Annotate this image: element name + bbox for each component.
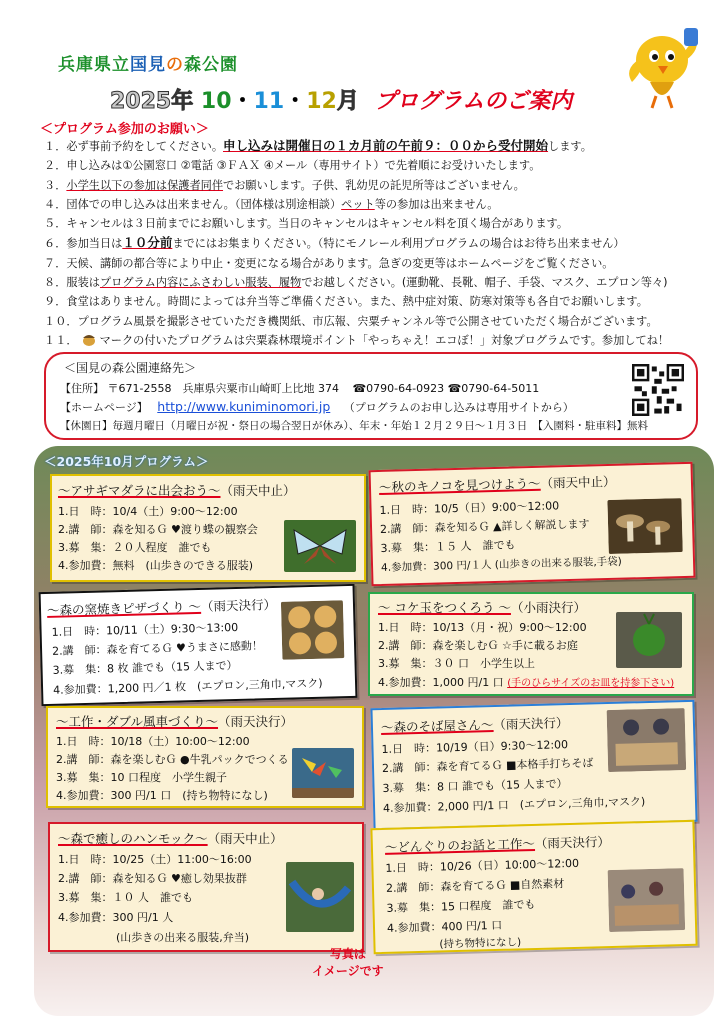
program-lecturer: 2.講 師：森を楽しむＧ ●牛乳パックでつくる [56,753,289,766]
park-name-kunimi: 国見 [130,55,166,75]
phone-number: ☎0790-64-0923 [352,382,445,395]
rule-emphasis: 申し込みは開催日の１カ月前の午前９：００から受付開始 [223,138,549,153]
rule-text: ２．申し込みは①公園窓口 ②電話 ③ＦＡＸ ④メール（専用サイト）で先着順にお受けいたします。 [44,159,541,173]
rule-item-3 [44,176,714,195]
program-date: 1.日 時：10/5（日）9:00～12:00 [379,499,560,517]
program-recruit: 3.募 集：２０人程度 誰でも [58,541,212,554]
rule-text: までにはお集まりください。（特にモノレール利用プログラムの場合はお待ち出来ません） [172,237,625,251]
title-month-suffix: 月 [336,89,359,114]
program-recruit: 3.募 集：10 口程度 小学生親子 [56,771,227,784]
moss-ball-photo [616,612,682,668]
program-title-row [379,472,616,496]
program-weather: （雨天中止） [220,483,296,498]
october-programs-heading: ＜2025年10月プログラム＞ [44,454,209,469]
homepage-label: 【ホームページ】 [60,401,148,414]
program-title-row [58,829,283,847]
program-recruit: 3.募 集：３０ 口 小学生以上 [378,657,535,670]
title-sep: ・ [231,89,254,114]
program-lecturer: 2.講 師：森を楽しむＧ ☆手に載るお庭 [378,639,578,652]
title-year: 2025年 [110,89,194,114]
program-date: 1.日 時：10/4（土）9:00～12:00 [58,505,238,518]
program-fee-note: (山歩きの出来る服装,弁当) [116,931,250,944]
soba-making-photo [607,708,687,772]
program-card-acorn[interactable] [370,820,697,954]
park-name-forest-park: 森公園 [184,55,238,75]
closed-days: 【休園日】毎週月曜日（月曜日が祝・祭日の場合翌日が休み）、年末・年始１２月２９日～１月３日 【入園料・駐車料】無料 [60,420,648,432]
acorn-craft-photo [608,868,686,932]
program-title-row [381,713,569,736]
acorn-eco-point-icon [81,332,97,346]
rule-item-4 [44,195,714,214]
program-recruit: 3.募 集：15 口程度 誰でも [386,897,536,915]
program-card-hammock[interactable] [48,822,364,952]
photo-note-line-1: 写真は [329,947,366,961]
program-weather: （雨天決行） [218,714,294,729]
program-lecturer: 2.講 師：森を育てるＧ ♥うまさに感動！ [51,639,264,658]
rule-item-10 [44,312,714,331]
program-fee: 4.参加費：300 円/1 口 (持ち物特になし) [56,789,268,802]
butterfly-photo [284,520,356,572]
homepage-note: （プログラムのお申し込みは専用サイトから） [343,401,574,414]
contact-address-row [60,380,539,396]
program-fee: 4.参加費：400 円/1 口 [386,918,503,935]
windmill-photo [292,748,354,798]
program-card-mushroom[interactable] [369,462,696,586]
program-date: 1.日 時：10/18（土）10:00～12:00 [56,735,250,748]
rule-emphasis: プログラム内容にふさわしい服装、履物 [99,276,302,290]
program-fee: 4.参加費：2,000 円/1 口 (エプロン,三角巾,マスク) [382,795,646,815]
rule-item-7 [44,254,714,273]
program-title-row [56,712,293,730]
rule-item-11 [44,331,714,350]
title-program-guide: プログラムのご案内 [374,89,573,114]
program-fee: 4.参加費：1,000 円/1 口 [378,676,504,689]
mushroom-photo [607,498,682,554]
contact-box [44,352,698,440]
title-month-10: 10 [200,89,232,114]
program-title: ～森で癒しのハンモック～ [58,831,208,846]
program-card-windmill[interactable] [46,706,364,808]
qr-code-icon[interactable] [632,364,684,416]
rule-text: ７．天候、講師の都合等により中止・変更になる場合があります。急ぎの変更等はホームページをご覧ください。 [44,256,614,270]
rule-emphasis: ペット [341,197,375,211]
rule-text: マークの付いたプログラムは宍粟森林環境ポイント「やっちゃえ！エコぼ！」対象プログラムです。参加してね！ [99,333,670,347]
contact-hp-row [60,399,574,415]
program-fee-note: (持ち物特になし) [439,936,522,951]
page-title [110,84,572,115]
address-label: 【住所】 [60,382,104,395]
rule-item-9 [44,292,714,311]
program-fee: 4.参加費：300 円/１人 (山歩きの出来る服装,手袋) [380,555,622,574]
rule-item-6 [44,233,714,253]
homepage-link[interactable]: http://www.kuniminomori.jp [157,399,331,414]
rule-text: 等の参加は出来ません。 [374,197,499,211]
photo-image-note [312,946,384,980]
rule-text: ４．団体での申し込みは出来ません。（団体様は別途相談） [44,197,342,211]
rule-emphasis: １０分前 [122,235,173,251]
program-recruit: 3.募 集：8 口 誰でも（15 人まで） [382,777,568,795]
rule-text: １０．プログラム風景を撮影させていただき機関紙、市広報、宍粟チャンネル等で公開させていただく場合がございます。 [44,314,658,328]
title-month-12: 12 [306,89,337,114]
rule-text: １１． [44,333,78,347]
rule-item-1 [44,136,714,156]
contact-heading: ＜国見の森公園連絡先＞ [64,361,197,375]
program-lecturer: 2.講 師：森を育てるＧ ■本格手打ちそば [381,756,594,775]
rule-text: でお願いします。子供、乳幼児の託児所等はございません。 [223,178,525,192]
rule-item-8 [44,273,714,292]
rule-text: ５．キャンセルは３日前までにお願いします。当日のキャンセルはキャンセル料を頂く場合があります。 [44,217,569,231]
park-name [58,50,238,75]
program-fee: 4.参加費：300 円/1 人 [58,911,174,924]
program-weather: （雨天決行） [493,715,569,733]
rules-heading: ＜プログラム参加のお願い＞ [40,122,209,137]
program-date: 1.日 時：10/11（土）9:30～13:00 [51,620,239,639]
program-lecturer: 2.講 師：森を知るＧ ♥癒し効果抜群 [58,872,247,885]
program-weather: （雨天決行） [200,596,277,614]
program-title: ～森のそば屋さん～ [380,717,494,735]
address: 〒671-2558 兵庫県宍粟市山崎町上比地 374 [107,382,339,395]
fax-number: ☎0790-64-5011 [447,382,540,395]
rule-text: します。 [548,140,592,153]
rule-text: ３． [44,178,67,192]
rule-text: でお越しください。(運動靴、長靴、帽子、手袋、マスク、エプロン等々) [301,276,668,290]
program-title-row [47,595,276,619]
program-weather: （雨天中止） [540,473,616,491]
rule-item-2 [44,156,714,175]
program-card-pizza[interactable] [39,584,358,706]
rule-text: ９．食堂はありません。時間によっては弁当等ご準備ください。また、熱中症対策、防寒対策等も各自でお願いします。 [44,295,648,309]
program-recruit: 3.募 集：１５ 人 誰でも [380,538,516,555]
program-lecturer: 2.講 師：森を知るＧ ♥渡り蝶の観察会 [58,523,258,536]
title-month-11: 11 [253,89,285,114]
program-date: 1.日 時：10/19（日）9:30～12:00 [381,738,569,756]
program-title: ～森の窯焼きピザづくり ～ [46,598,202,618]
program-weather: （雨天決行） [534,834,611,851]
program-weather: （小雨決行） [510,600,586,615]
program-recruit: 3.募 集：8 枚 誰でも（15 人まで） [52,658,238,677]
program-title: ～どんぐりのお話と工作～ [384,835,536,855]
program-title: ～ コケ玉をつくろう ～ [378,600,511,615]
program-card-asagimadara[interactable] [50,474,366,582]
program-fee: 4.参加費：無料 (山歩きのできる服装) [58,559,254,572]
rules-list [44,136,714,350]
program-fee: 4.参加費：1,200 円／1 枚 (エプロン,三角巾,マスク) [52,676,323,697]
park-name-no: の [166,55,184,75]
program-card-soba[interactable] [370,700,697,830]
program-title: ～工作・ダブル風車づくり～ [56,714,219,729]
program-recruit: 3.募 集：１０ 人 誰でも [58,891,193,904]
rule-text: １．必ず事前予約をしてください。 [44,140,224,153]
program-date: 1.日 時：10/13（月・祝）9:00～12:00 [378,621,587,634]
program-card-kokedama[interactable] [368,592,694,696]
program-date: 1.日 時：10/25（土）11:00～16:00 [58,853,252,866]
rule-text: ８．服装は [44,276,100,290]
pizza-photo [281,600,344,660]
title-sep: ・ [284,89,307,114]
park-name-prefecture: 兵庫県立 [58,55,130,75]
program-title-row [378,598,586,616]
program-fee-note: (手のひらサイズのお皿を持参下さい) [507,678,675,689]
photo-note-line-2: イメージです [312,964,384,978]
program-weather: （雨天中止） [207,831,283,846]
program-title: ～秋のキノコを見つけよう～ [378,475,541,495]
program-title: ～アサギマダラに出会おう～ [58,483,221,498]
program-lecturer: 2.講 師：森を知るＧ ▲詳しく解説します [379,517,590,536]
rule-item-5 [44,214,714,233]
hammock-photo [286,862,354,932]
rule-text: ６．参加当日は [44,237,123,251]
bird-mascot-icon [620,20,704,110]
program-title-row [58,481,296,499]
program-lecturer: 2.講 師：森を育てるＧ ■自然素材 [385,877,565,895]
program-title-row [385,832,610,856]
rule-emphasis: 小学生以下の参加は保護者同伴 [66,178,224,192]
program-fee-row [378,674,674,690]
program-date: 1.日 時：10/26（日）10:00～12:00 [385,856,580,875]
